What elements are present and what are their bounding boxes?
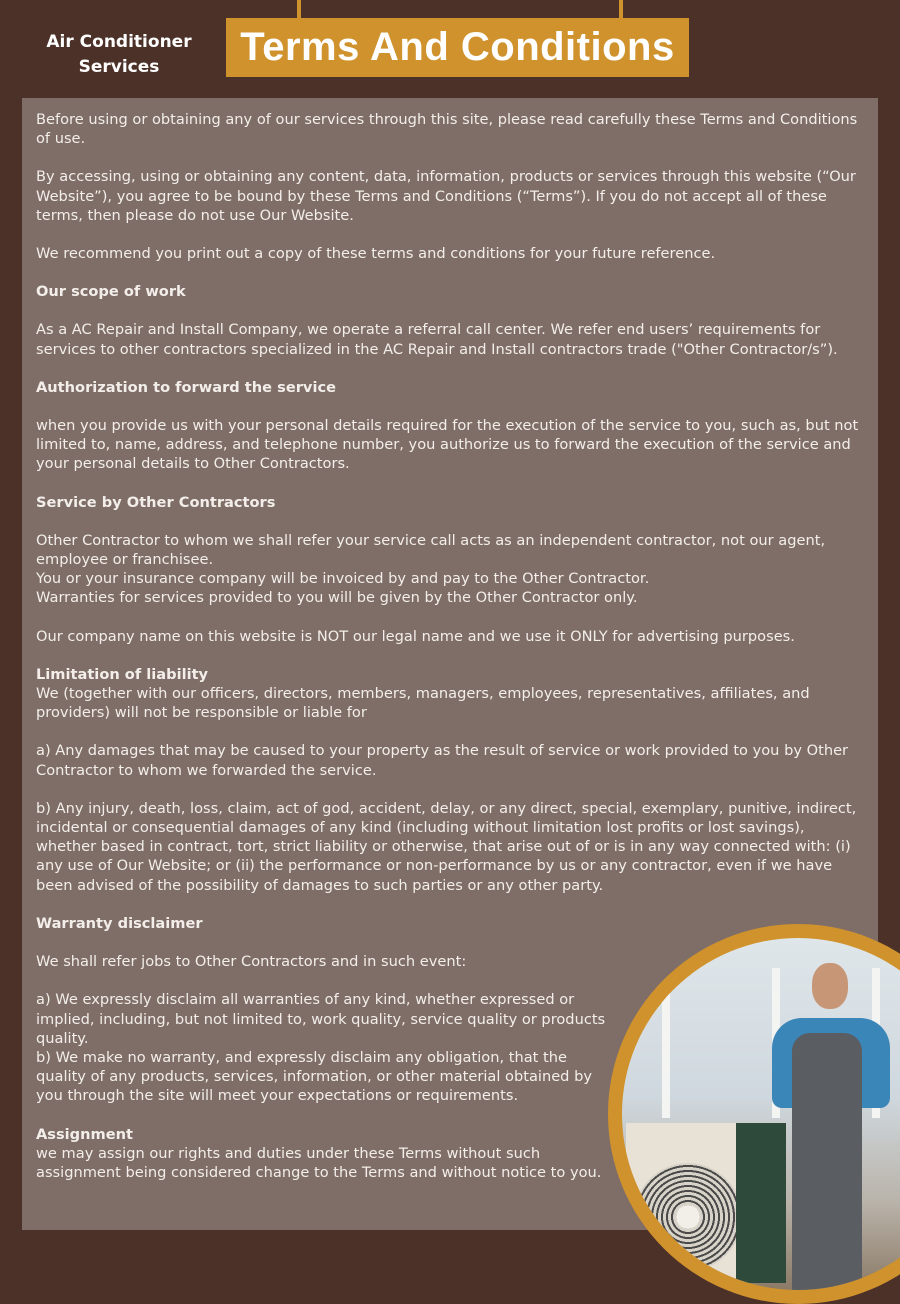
service-paragraph-1: Other Contractor to whom we shall refer your service call acts as an independent contractor, not our agent, employee or franchisee.: [36, 531, 826, 569]
intro-paragraph-3: We recommend you print out a copy of these terms and conditions for your future reference.: [36, 245, 716, 263]
intro-paragraph-1: Before using or obtaining any of our services through this site, please read carefully these Terms and Conditions of use.: [36, 111, 858, 148]
warranty-item-a: a) We expressly disclaim all warranties of any kind, whether expressed or implied, including, but not limited to, work quality, service quality or products quality.: [36, 991, 606, 1047]
warranty-item-b: b) We make no warranty, and expressly disclaim any obligation, that the quality of any products, services, information, or other material obtained by you through the site will meet your expectations or requirements.: [36, 1048, 592, 1105]
liability-item-a: a) Any damages that may be caused to your property as the result of service or work provided to you by Other Contractor to whom we forwarded the service.: [36, 742, 849, 779]
section-heading-liability: Limitation of liability: [36, 665, 209, 683]
worker-head: [812, 963, 848, 1009]
page-title: Terms And Conditions: [240, 25, 675, 69]
brand-line-2: Services: [78, 57, 160, 77]
warranty-paragraph: We shall refer jobs to Other Contractors and in such event:: [36, 953, 467, 971]
scope-paragraph: As a AC Repair and Install Company, we operate a referral call center. We refer end users’ requirements for services to other contractors specialized in the AC Repair and Install contractors trade ("Other Contractor/s”).: [36, 321, 838, 358]
section-heading-assignment: Assignment: [36, 1125, 133, 1143]
worker-overalls: [792, 1033, 862, 1290]
liability-paragraph: We (together with our officers, directors, members, managers, employees, representatives, affiliates, and providers) will not be responsible or liable for: [36, 685, 810, 722]
window-frame: [662, 968, 670, 1118]
section-heading-authorization: Authorization to forward the service: [36, 378, 336, 396]
technician-photo: [622, 938, 900, 1290]
brand-line-1: Air Conditioner: [46, 32, 192, 52]
page-title-banner: [226, 18, 689, 77]
section-heading-scope: Our scope of work: [36, 283, 186, 301]
assignment-paragraph: we may assign our rights and duties under these Terms without such assignment being considered change to the Terms and without notice to you.: [36, 1144, 602, 1181]
liability-item-b: b) Any injury, death, loss, claim, act of god, accident, delay, or any direct, special, exemplary, punitive, indirect, incidental or consequential damages of any kind (including without limitation lost profits or lost savings), whether based in contract, tort, strict liability or otherwise, that arise out of or is in any way connected with: (i) any use of Our Website; or (ii) the performance or non-performance by us or any contractor, even if we have been advised of the possibility of damages to such parties or any other party.: [36, 799, 857, 894]
section-heading-service: Service by Other Contractors: [36, 493, 276, 511]
service-paragraph-2: You or your insurance company will be invoiced by and pay to the Other Contractor.: [36, 570, 650, 588]
authorization-paragraph: when you provide us with your personal details required for the execution of the service to you, such as, but not limited to, name, address, and telephone number, you authorize us to forward the execution of the service and your personal details to Other Contractors.: [36, 417, 859, 473]
title-hang-line-left: [297, 0, 301, 20]
intro-paragraph-2: By accessing, using or obtaining any content, data, information, products or services through this website (“Our Website”), you agree to be bound by these Terms and Conditions (“Terms”). If you do not accept all of these terms, then please do not use Our Website.: [36, 168, 856, 224]
section-heading-warranty: Warranty disclaimer: [36, 914, 203, 932]
title-hang-line-right: [619, 0, 623, 20]
brand-logo-text: [30, 30, 208, 80]
ac-outdoor-unit: [626, 1123, 786, 1283]
ac-fan-grille: [634, 1163, 742, 1271]
service-paragraph-3: Warranties for services provided to you will be given by the Other Contractor only.: [36, 589, 638, 607]
ac-circuit-board: [736, 1123, 786, 1283]
company-name-paragraph: Our company name on this website is NOT our legal name and we use it ONLY for advertising purposes.: [36, 627, 795, 645]
